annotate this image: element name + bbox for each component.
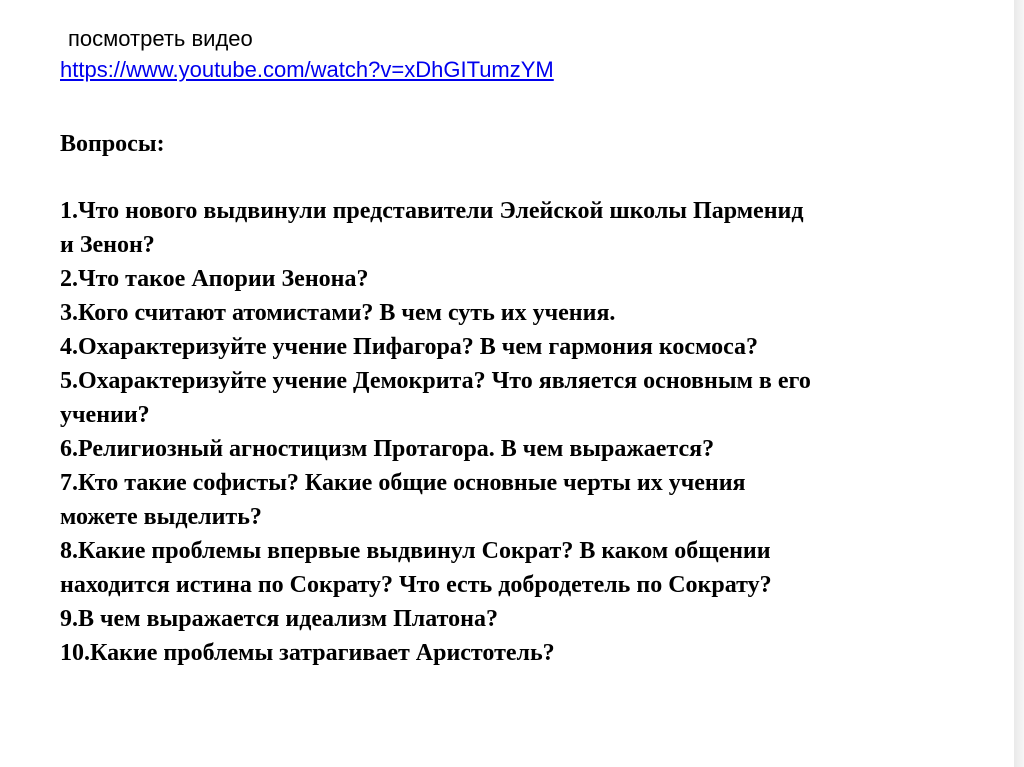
question-line: 2.Что такое Апории Зенона? bbox=[60, 266, 369, 292]
questions-list bbox=[60, 194, 990, 670]
video-link[interactable]: https://www.youtube.com/watch?v=xDhGITumzYM bbox=[60, 57, 554, 82]
question-line: находится истина по Сократу? Что есть добродетель по Сократу? bbox=[60, 572, 772, 598]
question-line: учении? bbox=[60, 402, 150, 428]
question-line: 3.Кого считают атомистами? В чем суть их учения. bbox=[60, 300, 616, 326]
question-line: можете выделить? bbox=[60, 504, 262, 530]
question-line: 4.Охарактеризуйте учение Пифагора? В чем гармония космоса? bbox=[60, 334, 759, 360]
question-line: 9.В чем выражается идеализм Платона? bbox=[60, 606, 498, 632]
video-label: посмотреть видео bbox=[68, 26, 253, 51]
question-line: и Зенон? bbox=[60, 232, 155, 258]
question-line: 8.Какие проблемы впервые выдвинул Сократ? В каком общении bbox=[60, 538, 771, 564]
right-edge-border bbox=[1014, 0, 1024, 767]
question-line: 5.Охарактеризуйте учение Демокрита? Что является основным в его bbox=[60, 368, 811, 394]
question-line: 6.Религиозный агностицизм Протагора. В чем выражается? bbox=[60, 436, 715, 462]
question-line: 1.Что нового выдвинули представители Элейской школы Парменид bbox=[60, 198, 804, 224]
question-line: 7.Кто такие софисты? Какие общие основные черты их учения bbox=[60, 470, 746, 496]
question-line: 10.Какие проблемы затрагивает Аристотель? bbox=[60, 640, 555, 666]
questions-heading: Вопросы: bbox=[60, 131, 165, 157]
